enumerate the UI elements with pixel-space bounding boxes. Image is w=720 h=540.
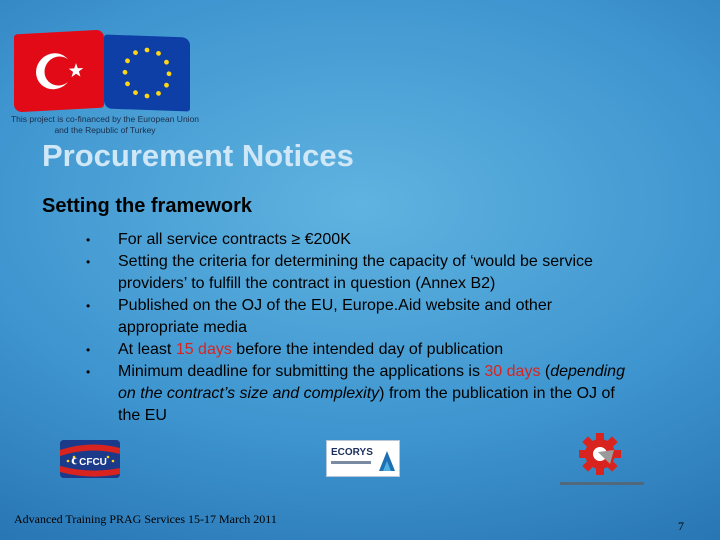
bullet-text-part: before the intended day of publication: [231, 341, 504, 358]
bullet-text: [118, 363, 625, 424]
gear-logo-caption: [560, 482, 644, 485]
bullet-text: [118, 297, 552, 336]
bullet-dot-icon: •: [86, 299, 91, 313]
bullet-item: [86, 229, 626, 251]
crescent-star-icon: [14, 30, 104, 113]
page-number: 7: [678, 519, 684, 533]
cfcu-logo: [60, 440, 120, 478]
bullet-text-part: (: [540, 363, 551, 380]
bullet-item: [86, 361, 626, 427]
bullet-item: [86, 339, 626, 361]
highlight-days: 30 days: [484, 363, 541, 380]
bullet-item: [86, 251, 626, 295]
bullet-italic-text: depending on the contract’s size and complexity: [118, 363, 625, 402]
cfcu-emblem-icon: [60, 440, 120, 478]
gear-icon: [570, 432, 634, 480]
bullet-text-part: Published on the OJ of the EU, Europe.Aid website and other appropriate media: [118, 297, 553, 336]
bullet-item: [86, 295, 626, 339]
bullet-text: [118, 231, 351, 248]
bullet-text-part: ) from the publication in the OJ of the EU: [118, 385, 615, 424]
bullet-dot-icon: •: [86, 365, 91, 379]
bullet-text-part: For all service contracts ≥ €200K: [118, 231, 351, 248]
bullet-text: [118, 253, 593, 292]
bullet-text-part: At least: [118, 341, 176, 358]
bullet-dot-icon: •: [86, 255, 91, 269]
bullet-text-part: Minimum deadline for submitting the applications is: [118, 363, 485, 380]
ecorys-emblem-icon: [327, 441, 399, 476]
cofinance-note: This project is co-financed by the European Union and the Republic of Turkey: [10, 114, 200, 135]
ecorys-logo-text: ECORYS: [331, 447, 373, 458]
gear-logo: [570, 432, 634, 480]
bullet-dot-icon: •: [86, 343, 91, 357]
eu-flag-logo: [104, 34, 190, 111]
eu-stars-icon: [104, 34, 190, 111]
ecorys-logo: [326, 440, 400, 477]
highlight-days: 15 days: [175, 341, 232, 358]
slide-subtitle: Setting the framework: [42, 195, 253, 217]
bullet-list: [86, 229, 626, 427]
turkish-flag-logo: [14, 30, 104, 113]
cfcu-logo-text: CFCU: [79, 457, 107, 468]
bullet-text: [118, 341, 503, 358]
bullet-dot-icon: •: [86, 233, 91, 247]
bullet-text-part: Setting the criteria for determining the capacity of ‘would be service providers’ to fulfill the contract in question (Annex B2): [118, 253, 593, 292]
footer-text: Advanced Training PRAG Services 15-17 March 2011: [14, 512, 277, 526]
slide-title: Procurement Notices: [42, 138, 354, 173]
